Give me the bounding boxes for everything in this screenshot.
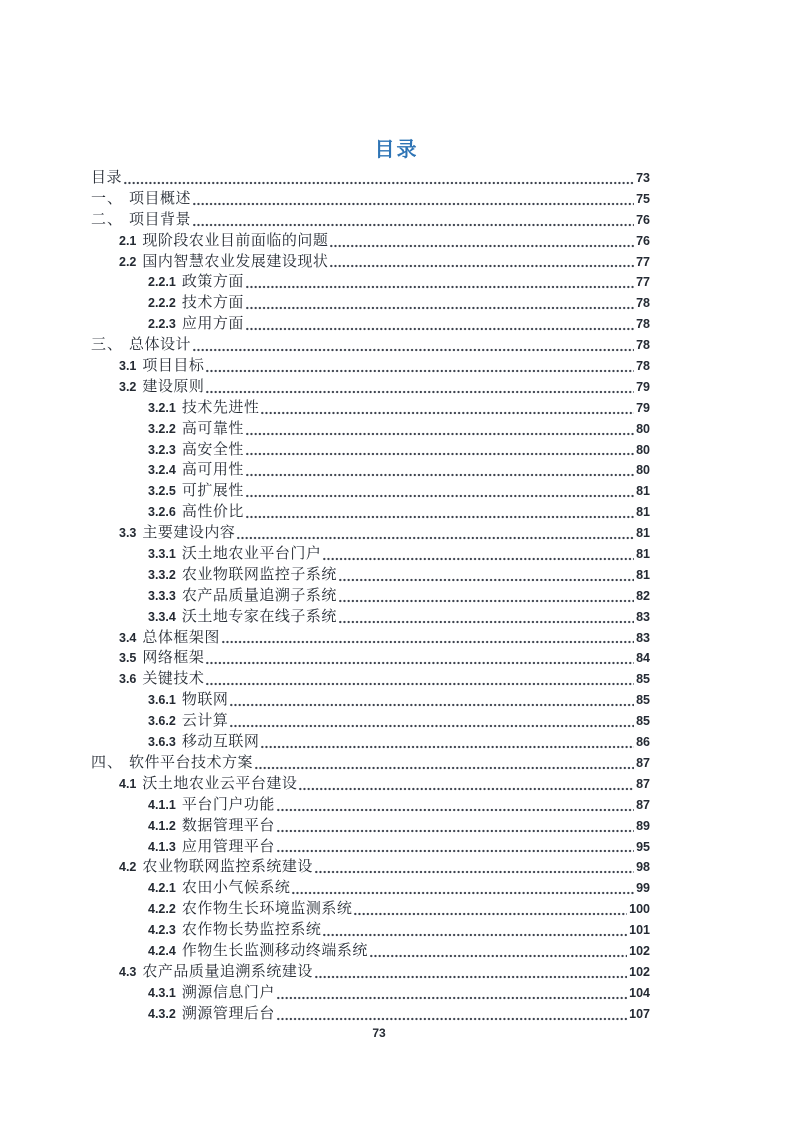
toc-leader-dots [206, 390, 634, 394]
toc-entry-page: 79 [636, 400, 650, 415]
toc-entry-label: 建设原则 [142, 377, 205, 395]
toc-entry[interactable] [91, 837, 650, 858]
toc-entry-label: 农业物联网监控系统建设 [142, 858, 313, 876]
toc-entry-number: 4.1.1 [148, 797, 176, 812]
toc-entry[interactable] [91, 753, 650, 774]
toc-entry-page: 86 [636, 735, 650, 750]
toc-leader-dots [246, 432, 634, 436]
toc-leader-dots [246, 473, 634, 477]
toc-leader-dots [330, 244, 634, 248]
toc-entry-number: 4.2.4 [148, 943, 176, 958]
toc-leader-dots [246, 494, 634, 498]
toc-entry-label: 目录 [91, 169, 123, 186]
toc-entry-label: 农作物长势监控系统 [181, 921, 322, 939]
toc-entry-page: 87 [636, 755, 650, 770]
toc-entry-number: 3.2.1 [148, 400, 176, 415]
toc-entry[interactable] [91, 565, 650, 586]
toc-entry[interactable] [91, 314, 650, 335]
toc-entry-page: 77 [636, 254, 650, 269]
toc-entry-label: 关键技术 [142, 670, 205, 688]
toc-entry[interactable] [91, 231, 650, 252]
toc-entry-label: 移动互联网 [181, 733, 260, 751]
toc-entry-page: 78 [636, 338, 650, 353]
toc-entry-number: 3.2.2 [148, 421, 176, 436]
toc-entry-number: 3.3.2 [148, 567, 176, 582]
toc-entry-number: 3.6 [119, 672, 137, 687]
toc-entry-label: 总体设计 [129, 336, 192, 354]
toc-entry-page: 83 [636, 609, 650, 624]
toc-entry[interactable] [91, 669, 650, 690]
toc-entry-label: 溯源管理后台 [181, 1004, 275, 1022]
toc-entry-number: 2.2.3 [148, 317, 176, 332]
toc-entry-page: 78 [636, 359, 650, 374]
toc-entry-page: 81 [636, 484, 650, 499]
toc-leader-dots [292, 891, 634, 895]
toc-leader-dots [339, 620, 634, 624]
toc-entry-label: 沃土地农业平台门户 [181, 545, 322, 563]
toc-leader-dots [246, 306, 634, 310]
toc-entry-number: 4.2.2 [148, 902, 176, 917]
toc-entry[interactable] [91, 816, 650, 837]
toc-entry-label: 政策方面 [181, 273, 244, 291]
toc-leader-dots [206, 369, 634, 373]
toc-entry-page: 77 [636, 275, 650, 290]
toc-leader-dots [323, 933, 627, 937]
toc-entry[interactable] [91, 481, 650, 502]
toc-entry[interactable] [91, 502, 650, 523]
toc-entry[interactable] [91, 607, 650, 628]
toc-entry-label: 平台门户功能 [181, 795, 275, 813]
toc-leader-dots [206, 682, 634, 686]
toc-entry-page: 83 [636, 630, 650, 645]
toc-entry-number: 四、 [91, 753, 124, 771]
toc-entry-number: 2.2.2 [148, 296, 176, 311]
toc-leader-dots [277, 849, 634, 853]
toc-entry-label: 高安全性 [181, 440, 244, 458]
toc-entry[interactable] [91, 690, 650, 711]
toc-entry-label: 作物生长监测移动终端系统 [181, 941, 368, 959]
toc-entry-number: 3.1 [119, 359, 137, 374]
toc-entry-number: 3.3 [119, 526, 137, 541]
toc-entry-page: 81 [636, 547, 650, 562]
toc-entry-number: 4.1.2 [148, 818, 176, 833]
toc-entry[interactable] [91, 628, 650, 649]
toc-leader-dots [370, 954, 627, 958]
toc-entry-label: 农产品质量追溯系统建设 [142, 962, 313, 980]
toc-entry-number: 4.1 [119, 776, 137, 791]
toc-entry-label: 应用方面 [181, 315, 244, 333]
toc-leader-dots [193, 223, 634, 227]
toc-entry-page: 78 [636, 317, 650, 332]
toc-entry-label: 云计算 [181, 712, 229, 730]
toc-entry-page: 87 [636, 776, 650, 791]
toc-entry[interactable] [91, 962, 650, 983]
toc-entry-label: 应用管理平台 [181, 837, 275, 855]
toc-leader-dots [354, 912, 627, 916]
toc-entry-page: 104 [629, 985, 650, 1000]
toc-entry[interactable] [91, 356, 650, 377]
toc-leader-dots [230, 724, 634, 728]
toc-leader-dots [230, 703, 634, 707]
table-of-contents [91, 168, 650, 1025]
toc-leader-dots [339, 578, 634, 582]
toc-leader-dots [261, 745, 634, 749]
toc-entry-number: 4.2 [119, 860, 137, 875]
toc-leader-dots [277, 996, 627, 1000]
toc-entry-number: 4.2.1 [148, 881, 176, 896]
toc-leader-dots [193, 348, 634, 352]
toc-entry-label: 农产品质量追溯子系统 [181, 586, 337, 604]
toc-entry-number: 4.3.1 [148, 985, 176, 1000]
toc-entry-number: 4.2.3 [148, 923, 176, 938]
toc-entry[interactable] [91, 544, 650, 565]
toc-entry-label: 主要建设内容 [142, 524, 236, 542]
toc-entry-label: 高性价比 [181, 503, 244, 521]
toc-entry[interactable] [91, 440, 650, 461]
toc-entry-label: 农业物联网监控子系统 [181, 565, 337, 583]
toc-entry[interactable] [91, 252, 650, 273]
toc-leader-dots [339, 599, 634, 603]
toc-entry[interactable] [91, 795, 650, 816]
toc-entry-number: 2.2.1 [148, 275, 176, 290]
toc-leader-dots [246, 452, 634, 456]
toc-entry[interactable] [91, 293, 650, 314]
toc-entry-number: 2.1 [119, 233, 137, 248]
toc-entry-label: 高可靠性 [181, 419, 244, 437]
toc-leader-dots [277, 808, 634, 812]
toc-entry-label: 农作物生长环境监测系统 [181, 900, 353, 918]
toc-entry-page: 76 [636, 212, 650, 227]
toc-entry-label: 高可用性 [181, 461, 244, 479]
toc-entry[interactable] [91, 523, 650, 544]
toc-entry-page: 85 [636, 672, 650, 687]
toc-entry[interactable] [91, 1004, 650, 1025]
toc-entry-page: 107 [629, 1006, 650, 1021]
toc-entry-number: 3.2.4 [148, 463, 176, 478]
toc-leader-dots [255, 766, 634, 770]
toc-entry[interactable] [91, 460, 650, 481]
toc-entry[interactable] [91, 168, 650, 189]
page-title: 目录 [374, 139, 419, 161]
toc-entry-page: 73 [636, 171, 650, 185]
toc-entry[interactable] [91, 210, 650, 231]
toc-entry-label: 项目目标 [142, 357, 205, 375]
toc-leader-dots [246, 515, 634, 519]
toc-entry-label: 溯源信息门户 [181, 983, 275, 1001]
toc-entry-number: 3.2.5 [148, 484, 176, 499]
toc-entry-page: 85 [636, 714, 650, 729]
toc-entry-page: 76 [636, 233, 650, 248]
toc-entry-number: 一、 [91, 189, 124, 207]
toc-entry-page: 78 [636, 296, 650, 311]
toc-entry-label: 物联网 [181, 691, 229, 709]
toc-leader-dots [315, 975, 627, 979]
toc-entry-number: 3.3.3 [148, 588, 176, 603]
toc-entry-page: 87 [636, 797, 650, 812]
toc-entry-page: 102 [629, 964, 650, 979]
toc-entry[interactable] [91, 377, 650, 398]
toc-entry[interactable] [91, 419, 650, 440]
toc-entry-page: 80 [636, 463, 650, 478]
toc-entry[interactable] [91, 941, 650, 962]
toc-entry-label: 技术方面 [181, 294, 244, 312]
toc-leader-dots [277, 1017, 627, 1021]
toc-entry-page: 99 [636, 881, 650, 896]
toc-entry-label: 技术先进性 [181, 398, 260, 416]
toc-leader-dots [315, 870, 634, 874]
toc-entry-number: 3.2.6 [148, 505, 176, 520]
toc-entry-number: 三、 [91, 336, 124, 354]
toc-entry-label: 总体框架图 [142, 628, 220, 646]
toc-entry-number: 3.6.3 [148, 735, 176, 750]
toc-entry[interactable] [91, 648, 650, 669]
toc-entry-page: 100 [629, 902, 650, 917]
toc-entry[interactable] [91, 711, 650, 732]
toc-entry-page: 81 [636, 526, 650, 541]
toc-entry-label: 现阶段农业目前面临的问题 [142, 231, 329, 249]
toc-entry-number: 3.2.3 [148, 442, 176, 457]
toc-entry-number: 3.6.2 [148, 714, 176, 729]
toc-leader-dots [299, 787, 634, 791]
toc-entry-number: 二、 [91, 210, 124, 228]
toc-entry[interactable] [91, 732, 650, 753]
toc-entry-number: 3.5 [119, 651, 137, 666]
toc-leader-dots [246, 285, 634, 289]
toc-entry-number: 3.6.1 [148, 693, 176, 708]
toc-entry[interactable] [91, 983, 650, 1004]
toc-entry[interactable] [91, 920, 650, 941]
toc-entry-page: 101 [629, 923, 650, 938]
toc-entry[interactable] [91, 878, 650, 899]
toc-entry-page: 89 [636, 818, 650, 833]
toc-entry-number: 3.3.4 [148, 609, 176, 624]
toc-leader-dots [237, 536, 634, 540]
toc-entry[interactable] [91, 398, 650, 419]
toc-entry-page: 82 [636, 588, 650, 603]
toc-entry-label: 网络框架 [142, 649, 205, 667]
toc-entry-page: 84 [636, 651, 650, 666]
toc-entry-number: 3.3.1 [148, 547, 176, 562]
toc-leader-dots [193, 202, 634, 206]
toc-entry[interactable] [91, 586, 650, 607]
toc-entry-page: 75 [636, 191, 650, 206]
toc-entry-number: 4.1.3 [148, 839, 176, 854]
toc-entry[interactable] [91, 189, 650, 210]
toc-entry-label: 国内智慧农业发展建设现状 [142, 252, 329, 270]
toc-entry[interactable] [91, 857, 650, 878]
toc-leader-dots [277, 829, 634, 833]
footer-page-number: 73 [372, 1026, 386, 1040]
toc-entry-number: 3.4 [119, 630, 137, 645]
toc-leader-dots [222, 640, 634, 644]
toc-entry-number: 4.3.2 [148, 1006, 176, 1021]
toc-entry[interactable] [91, 272, 650, 293]
toc-entry-page: 81 [636, 505, 650, 520]
toc-entry-number: 4.3 [119, 964, 137, 979]
toc-entry-label: 可扩展性 [181, 482, 244, 500]
toc-entry-page: 85 [636, 693, 650, 708]
toc-entry-label: 软件平台技术方案 [129, 753, 254, 771]
toc-entry-label: 数据管理平台 [181, 816, 275, 834]
toc-entry-page: 98 [636, 860, 650, 875]
toc-entry[interactable] [91, 335, 650, 356]
toc-entry[interactable] [91, 899, 650, 920]
toc-entry-label: 沃土地专家在线子系统 [181, 607, 337, 625]
toc-leader-dots [206, 661, 634, 665]
toc-entry-page: 102 [629, 943, 650, 958]
toc-leader-dots [261, 411, 634, 415]
toc-leader-dots [330, 264, 634, 268]
toc-entry-number: 2.2 [119, 254, 137, 269]
toc-entry-page: 95 [636, 839, 650, 854]
toc-leader-dots [323, 557, 634, 561]
toc-entry[interactable] [91, 774, 650, 795]
toc-leader-dots [246, 327, 634, 331]
toc-entry-page: 80 [636, 421, 650, 436]
toc-entry-label: 农田小气候系统 [181, 879, 291, 897]
toc-entry-page: 80 [636, 442, 650, 457]
toc-entry-page: 79 [636, 379, 650, 394]
toc-leader-dots [124, 181, 634, 185]
toc-entry-label: 沃土地农业云平台建设 [142, 774, 298, 792]
toc-entry-label: 项目概述 [129, 189, 192, 207]
toc-entry-label: 项目背景 [129, 210, 192, 228]
toc-entry-number: 3.2 [119, 379, 137, 394]
toc-entry-page: 81 [636, 567, 650, 582]
